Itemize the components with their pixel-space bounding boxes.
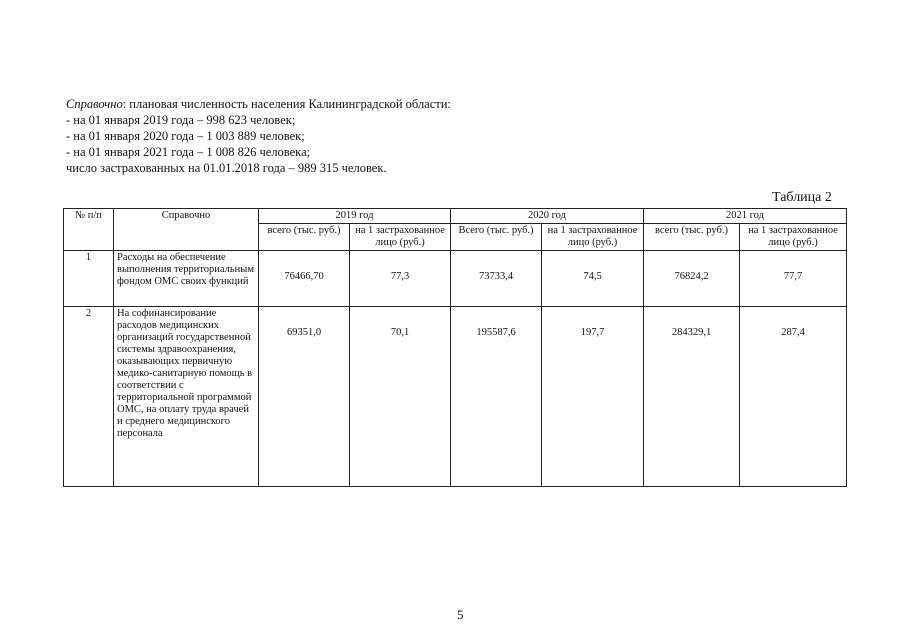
table-label: Таблица 2 — [772, 190, 832, 205]
header-sub-per-insured-2019: на 1 застрахованное лицо (руб.) — [350, 224, 451, 251]
page-number: 5 — [457, 607, 464, 622]
header-sub-total-2020: Всего (тыс. руб.) — [451, 224, 542, 251]
header-num: № п/п — [64, 209, 114, 251]
header-sub-total-2021: всего (тыс. руб.) — [644, 224, 740, 251]
table-row — [64, 307, 847, 487]
cell-total-2021: 284329,1 — [644, 307, 740, 487]
row-num: 1 — [64, 251, 114, 307]
cell-per-insured-2019: 70,1 — [350, 307, 451, 487]
cell-total-2019: 76466,70 — [259, 251, 350, 307]
reference-label: Справочно — [66, 97, 123, 111]
data-table — [63, 208, 847, 487]
cell-per-insured-2020: 74,5 — [542, 251, 644, 307]
header-ref: Справочно — [114, 209, 259, 251]
header-sub-per-insured-2020: на 1 застрахованное лицо (руб.) — [542, 224, 644, 251]
row-desc: Расходы на обеспечение выполнения территориальным фондом ОМС своих функций — [114, 251, 259, 307]
table-row — [64, 251, 847, 307]
cell-total-2020: 73733,4 — [451, 251, 542, 307]
reference-heading — [66, 96, 451, 112]
header-year-2021: 2021 год — [644, 209, 847, 224]
row-desc: На софинансирование расходов медицинских организаций государственной системы здравоохранения, оказывающих первичную медико-санитарную помощь в соответствии с территориальной программой ОМС, на оплату труда врачей и среднего медицинского персонала — [114, 307, 259, 487]
row-num: 2 — [64, 307, 114, 487]
header-year-2020: 2020 год — [451, 209, 644, 224]
reference-line-2021: - на 01 января 2021 года – 1 008 826 человека; — [66, 145, 311, 159]
header-sub-per-insured-2021: на 1 застрахованное лицо (руб.) — [740, 224, 847, 251]
cell-total-2021: 76824,2 — [644, 251, 740, 307]
cell-per-insured-2019: 77,3 — [350, 251, 451, 307]
cell-total-2020: 195587,6 — [451, 307, 542, 487]
reference-block — [66, 96, 451, 176]
reference-line-2020: - на 01 января 2020 года – 1 003 889 человек; — [66, 129, 305, 143]
header-row-years — [64, 209, 847, 224]
cell-per-insured-2021: 77,7 — [740, 251, 847, 307]
cell-total-2019: 69351,0 — [259, 307, 350, 487]
reference-text: : плановая численность населения Калининградской области: — [122, 97, 451, 111]
header-sub-total-2019: всего (тыс. руб.) — [259, 224, 350, 251]
reference-line-2019: - на 01 января 2019 года – 998 623 человек; — [66, 113, 296, 127]
cell-per-insured-2020: 197,7 — [542, 307, 644, 487]
reference-line-insured: число застрахованных на 01.01.2018 года – 989 315 человек. — [66, 161, 387, 175]
cell-per-insured-2021: 287,4 — [740, 307, 847, 487]
header-year-2019: 2019 год — [259, 209, 451, 224]
